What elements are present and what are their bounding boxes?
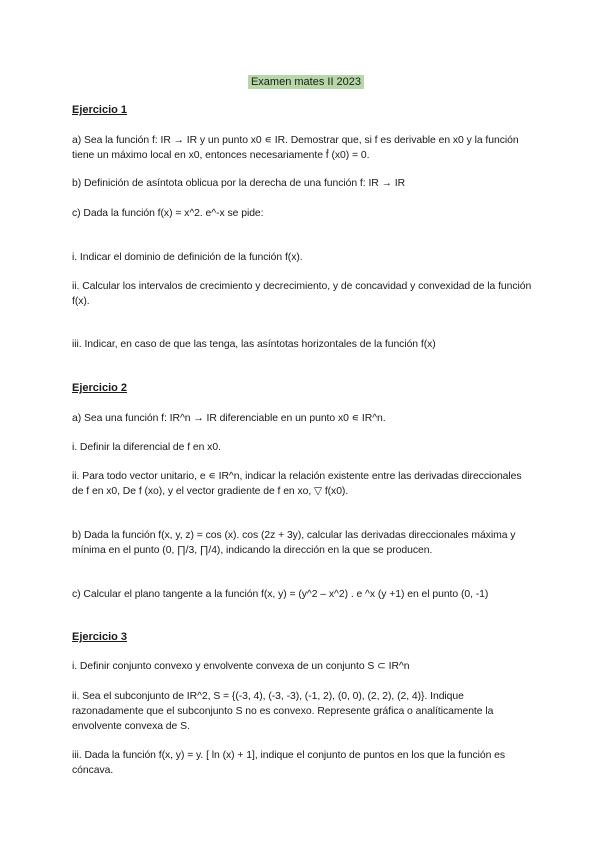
ejercicio-3-item-iii: iii. Dada la función f(x, y) = y. [ ln (x) + 1], indique el conjunto de puntos en los que la función es cóncava. bbox=[72, 750, 506, 776]
ejercicio-2-part-c: c) Calcular el plano tangente a la función f(x, y) = (y^2 – x^2) . e ^x (y +1) en el punto (0, -1) bbox=[72, 589, 489, 600]
ejercicio-3-item-ii: ii. Sea el subconjunto de IR^2, S = {(-3, 4), (-3, -3), (-1, 2), (0, 0), (2, 2), (2, 4)}. Indique razonadamente que el subconjunto S no es convexo. Represente gráfica o analíticamente la envolvente convexa de S. bbox=[72, 691, 494, 732]
ejercicio-1-heading: Ejercicio 1 bbox=[72, 104, 128, 116]
ejercicio-2-heading: Ejercicio 2 bbox=[72, 382, 128, 394]
ejercicio-2-item-i: i. Definir la diferencial de f en x0. bbox=[72, 442, 221, 453]
ejercicio-2-part-a: a) Sea una función f: IR^n → IR diferenciable en un punto x0 ∊ IR^n. bbox=[72, 413, 386, 424]
title-wrapper bbox=[0, 72, 600, 90]
document-title: Examen mates II 2023 bbox=[248, 75, 364, 89]
ejercicio-1-item-ii: ii. Calcular los intervalos de crecimiento y decrecimiento, y de concavidad y convexidad de la función f(x). bbox=[72, 281, 532, 307]
ejercicio-2-item-ii: ii. Para todo vector unitario, e ∊ IR^n, indicar la relación existente entre las derivadas direccionales de f en x0, De f (xo), y el vector gradiente de f en xo, ▽ f(x0). bbox=[72, 471, 522, 497]
ejercicio-3-heading: Ejercicio 3 bbox=[72, 631, 128, 643]
ejercicio-1-part-c: c) Dada la función f(x) = x^2. e^-x se pide: bbox=[72, 208, 264, 219]
ejercicio-1-part-a: a) Sea la función f: IR → IR y un punto x0 ∊ IR. Demostrar que, si f es derivable en x0 y la función tiene un máximo local en x0, entonces necesariamente f́ (x0) = 0. bbox=[72, 135, 519, 161]
ejercicio-2-part-b: b) Dada la función f(x, y, z) = cos (x). cos (2z + 3y), calcular las derivadas direccionales máxima y mínima en el punto (0, ∏/3, ∏/4), indicando la dirección en la que se producen. bbox=[72, 530, 516, 556]
ejercicio-1-item-iii: iii. Indicar, en caso de que las tenga, las asíntotas horizontales de la función f(x) bbox=[72, 339, 436, 350]
ejercicio-3-item-i: i. Definir conjunto convexo y envolvente convexa de un conjunto S ⊂ IR^n bbox=[72, 661, 410, 672]
ejercicio-1-item-i: i. Indicar el dominio de definición de la función f(x). bbox=[72, 252, 303, 263]
ejercicio-1-part-b: b) Definición de asíntota oblicua por la derecha de una función f: IR → IR bbox=[72, 178, 406, 189]
